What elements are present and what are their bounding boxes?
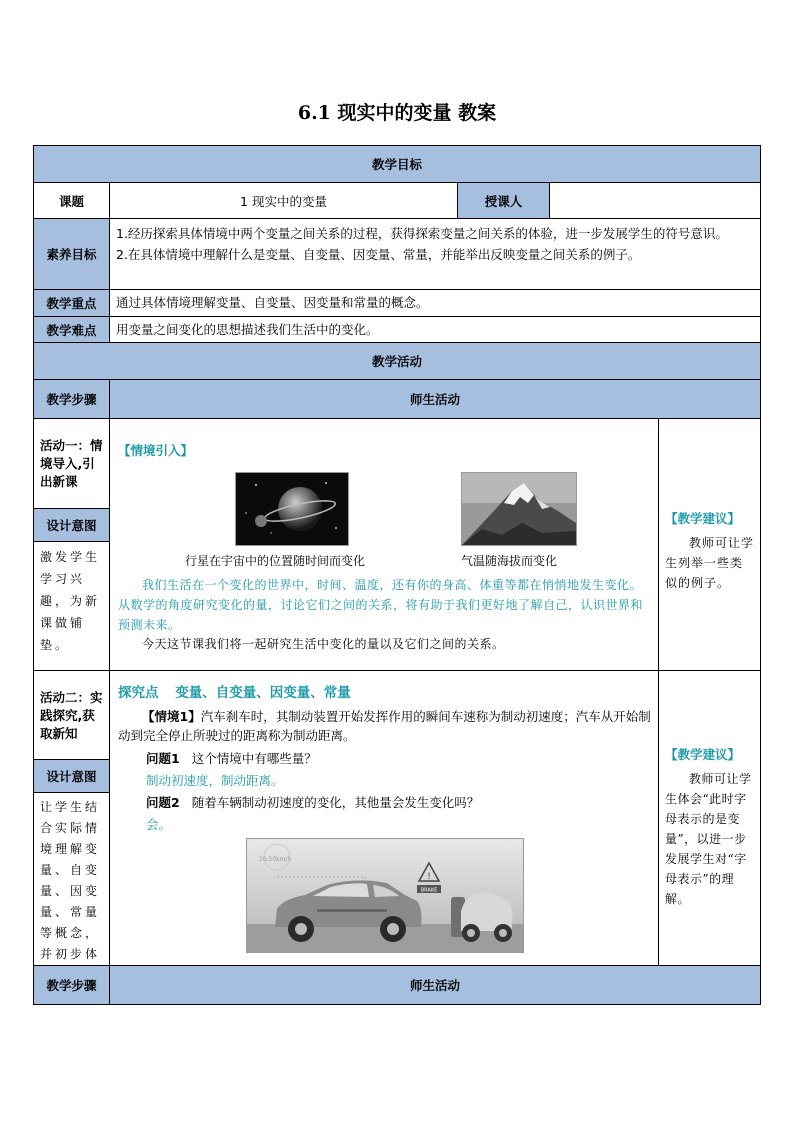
caption-mountain: 气温随海拔而变化 (461, 554, 558, 568)
topic-label: 课题 (33, 182, 110, 219)
question2 (146, 793, 479, 811)
teacher-label: 授课人 (457, 182, 550, 219)
brake-sign-text: BRAKE (420, 887, 438, 894)
activity2-suggestion (658, 670, 761, 966)
activity1-section-tag: 【情境引入】 (118, 443, 194, 458)
teacher-value (549, 182, 761, 219)
difficulty-value: 用变量之间变化的思想描述我们生活中的变化。 (109, 316, 761, 343)
planet-illustration (236, 473, 348, 545)
q1-text: 这个情境中有哪些量？ (191, 751, 317, 766)
literacy-line-1: 1.经历探索具体情境中两个变量之间关系的过程，获得探索变量之间关系的体验，进一步发展学生的符号意识。 (116, 226, 728, 241)
explore-title: 变量、自变量、因变量、常量 (175, 685, 351, 701)
planet-image (235, 472, 349, 546)
activity2-suggestion-text: 教师可让学生体会“此时字母表示的是变量”，以进一步发展学生对“字母表示”的理解。 (665, 772, 752, 906)
objectives-header: 教学目标 (33, 145, 761, 183)
q2-label: 问题2 (146, 795, 180, 810)
answer1: 制动初速度，制动距离。 (146, 773, 284, 788)
literacy-content (109, 218, 761, 290)
difficulty-label: 教学难点 (33, 316, 110, 343)
steps-label: 教学步骤 (33, 379, 110, 419)
mountain-illustration (462, 473, 576, 545)
caption-planet: 行星在宇宙中的位置随时间而变化 (185, 554, 366, 568)
activity2-design-label: 设计意图 (33, 759, 110, 793)
activity2-name: 活动二：实践探究,获取新知 (33, 670, 110, 760)
key-value: 通过具体情境理解变量、自变量、因变量和常量的概念。 (109, 289, 761, 317)
page-title: 6.1 现实中的变量 教案 (297, 102, 497, 124)
explore-heading (118, 681, 351, 701)
activity1-para2: 今天这节课我们将一起研究生活中变化的量以及它们之间的关系。 (142, 637, 505, 651)
activities-header: 教学活动 (33, 342, 761, 380)
situation-tag: 【情境1】 (142, 709, 201, 724)
footer-teacher-student-label: 师生活动 (109, 965, 761, 1005)
key-label: 教学重点 (33, 289, 110, 317)
literacy-label: 素养目标 (33, 218, 110, 290)
activity1-suggestion-text: 教师可让学生列举一些类似的例子。 (665, 536, 755, 590)
activity2-content (109, 670, 659, 966)
q2-text: 随着车辆制动初速度的变化，其他量会发生变化吗？ (191, 795, 480, 810)
situation-text: 汽车刹车时，其制动装置开始发挥作用的瞬间车速称为制动初速度；汽车从开始制动到完全停止所驶过的距离称为制动距离。 (118, 709, 651, 743)
activity1-name: 活动一：情境导入,引出新课 (33, 418, 110, 509)
car-brake-illustration (247, 839, 523, 952)
car-speed-text: 10.50km/h (259, 856, 292, 863)
activity1-content (109, 418, 659, 671)
explore-label: 探究点 (118, 685, 159, 701)
activity1-para1: 我们生活在一个变化的世界中，时间、温度，还有你的身高、体重等都在悄悄地发生变化。从数学的角度研究变化的量，讨论它们之间的关系，将有助于我们更好地了解自己，认识世界和预测未来。 (118, 578, 644, 632)
mountain-image (461, 472, 577, 546)
footer-steps-label: 教学步骤 (33, 965, 110, 1005)
activity2-suggestion-tag: 【教学建议】 (665, 747, 741, 762)
literacy-line-2: 2.在具体情境中理解什么是变量、自变量、因变量、常量，并能举出反映变量之间关系的例子。 (116, 247, 641, 262)
svg-text:!: ! (427, 872, 431, 882)
situation (118, 707, 652, 745)
activity1-design-text: 激发学生学习兴趣，为新课做铺垫。 (33, 541, 110, 671)
teacher-student-label: 师生活动 (109, 379, 761, 419)
activity1-design-label: 设计意图 (33, 508, 110, 542)
topic-value: 1 现实中的变量 (109, 182, 458, 219)
q1-label: 问题1 (146, 751, 180, 766)
activity2-design-text: 让学生结合实际情境理解变量、自变量、因变量、常量等概念，并初步体 (33, 792, 110, 966)
activity1-suggestion (658, 418, 761, 671)
car-brake-image (246, 838, 524, 953)
answer2: 会。 (146, 817, 172, 832)
question1 (146, 749, 317, 767)
activity1-suggestion-tag: 【教学建议】 (665, 511, 741, 526)
